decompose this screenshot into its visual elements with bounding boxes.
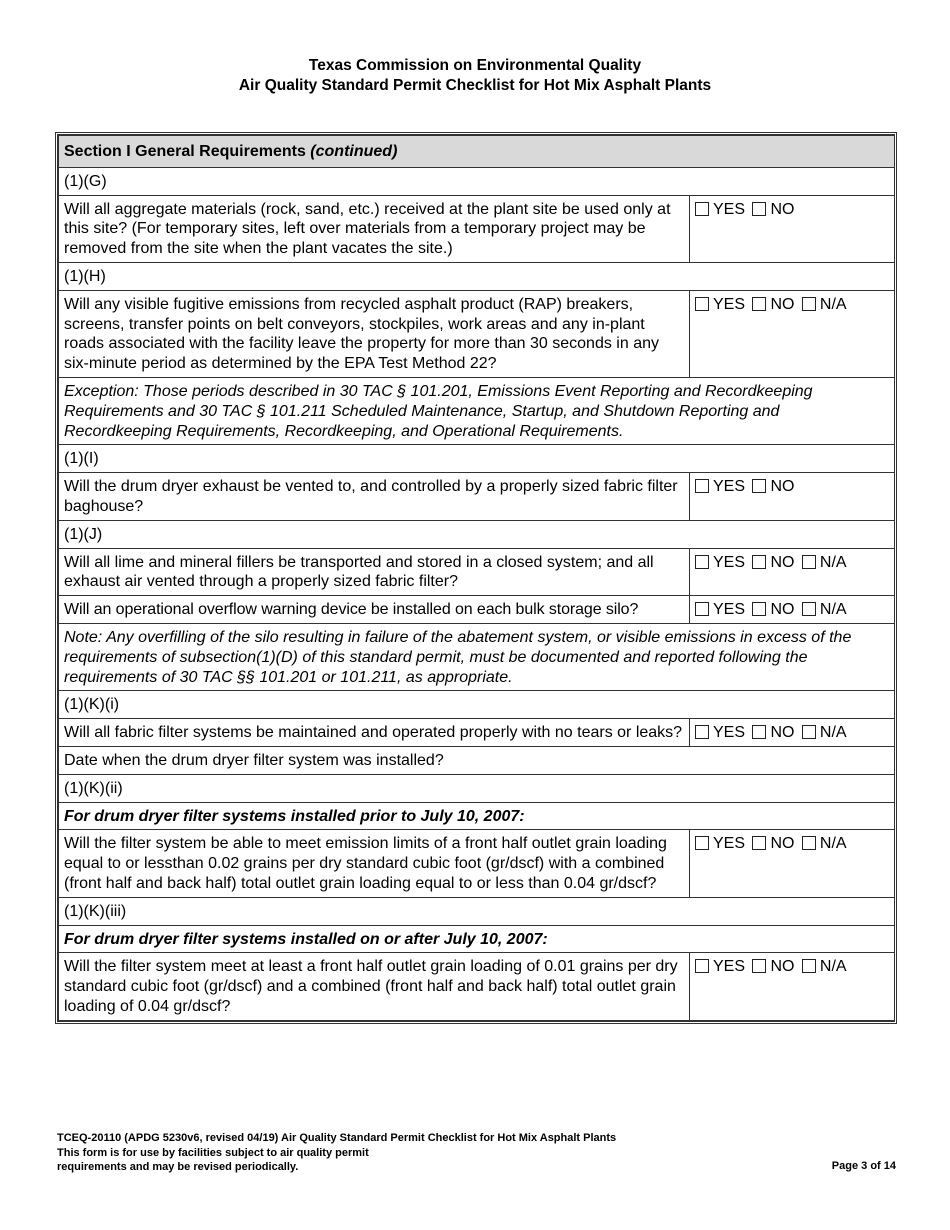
question-row xyxy=(59,290,895,377)
form-title: Air Quality Standard Permit Checklist for Hot Mix Asphalt Plants xyxy=(238,77,712,94)
checkbox-icon xyxy=(802,959,816,973)
checkbox-icon xyxy=(802,725,816,739)
question-row xyxy=(59,195,895,262)
heading-1kiii: For drum dryer filter systems installed on or after July 10, 2007: xyxy=(59,925,895,953)
checkbox-icon xyxy=(695,836,709,850)
question-1j-fillers: Will all lime and mineral fillers be transported and stored in a closed system; and all exhaust air vented through a properly sized fabric filter? xyxy=(59,548,690,596)
checkbox-icon xyxy=(752,297,766,311)
answer-cell-1kii xyxy=(690,830,895,897)
heading-1kii: For drum dryer filter systems installed prior to July 10, 2007: xyxy=(59,802,895,830)
question-1kiii: Will the filter system meet at least a front half outlet grain loading of 0.01 grains per dry standard cubic foot (gr/dscf) and a combined (front half and back half) total outlet grain loading of 0.04 gr/dscf? xyxy=(59,953,690,1020)
subsection-row xyxy=(59,897,895,925)
checkbox-icon xyxy=(752,202,766,216)
checkbox-icon xyxy=(695,725,709,739)
question-row xyxy=(59,548,895,596)
question-1ki: Will all fabric filter systems be maintained and operated properly with no tears or leaks? xyxy=(59,719,690,747)
question-row xyxy=(59,473,895,521)
answer-cell-1kiii xyxy=(690,953,895,1020)
subsection-row xyxy=(59,445,895,473)
no-checkbox-1i[interactable]: NO xyxy=(752,478,794,495)
yes-checkbox-1kii[interactable]: YES xyxy=(695,835,745,852)
checkbox-icon xyxy=(752,479,766,493)
yes-checkbox-1h[interactable]: YES xyxy=(695,296,745,313)
subsection-row xyxy=(59,691,895,719)
answer-cell-1h xyxy=(690,290,895,377)
section-title-suffix: (continued) xyxy=(310,143,398,160)
na-checkbox-1ki[interactable]: N/A xyxy=(802,724,847,741)
subsection-label-1ki: (1)(K)(i) xyxy=(59,691,895,719)
subsection-row xyxy=(59,774,895,802)
question-1kii: Will the filter system be able to meet emission limits of a front half outlet grain loading equal to or lessthan 0.02 grains per dry standard cubic foot (gr/dscf) with a combined (front half and back half) total outlet grain loading equal to or less than 0.04 gr/dscf? xyxy=(59,830,690,897)
checkbox-icon xyxy=(752,602,766,616)
no-checkbox-1g[interactable]: NO xyxy=(752,201,794,218)
install-date-field[interactable]: Date when the drum dryer filter system was installed? xyxy=(59,746,895,774)
checkbox-icon xyxy=(752,725,766,739)
checkbox-icon xyxy=(802,555,816,569)
na-checkbox-1h[interactable]: N/A xyxy=(802,296,847,313)
question-1h: Will any visible fugitive emissions from recycled asphalt product (RAP) breakers, screens, transfer points on belt conveyors, stockpiles, work areas and any in-plant roads associated with the facility leave the property for more than 30 seconds in any six-minute period as determined by the EPA Test Method 22? xyxy=(59,290,690,377)
question-1j-overflow: Will an operational overflow warning device be installed on each bulk storage silo? xyxy=(59,596,690,624)
page-number: Page 3 of 14 xyxy=(831,1160,896,1172)
question-row xyxy=(59,746,895,774)
checkbox-icon xyxy=(695,202,709,216)
answer-cell-1ki xyxy=(690,719,895,747)
subsection-row xyxy=(59,520,895,548)
form-id-line: TCEQ-20110 (APDG 5230v6, revised 04/19) Air Quality Standard Permit Checklist for Hot Mix Asphalt Plants xyxy=(57,1132,617,1144)
yes-checkbox-1ki[interactable]: YES xyxy=(695,724,745,741)
yes-checkbox-1kiii[interactable]: YES xyxy=(695,958,745,975)
answer-cell-1j-overflow xyxy=(690,596,895,624)
question-row xyxy=(59,719,895,747)
subsection-row xyxy=(59,262,895,290)
subsection-label-1i: (1)(I) xyxy=(59,445,895,473)
no-checkbox-1j-overflow[interactable]: NO xyxy=(752,601,794,618)
subsection-row xyxy=(59,167,895,195)
subsection-label-1kii: (1)(K)(ii) xyxy=(59,774,895,802)
subsection-label-1j: (1)(J) xyxy=(59,520,895,548)
no-checkbox-1ki[interactable]: NO xyxy=(752,724,794,741)
heading-row xyxy=(59,802,895,830)
section-header-row xyxy=(59,136,895,168)
checkbox-icon xyxy=(752,959,766,973)
no-checkbox-1kii[interactable]: NO xyxy=(752,835,794,852)
question-1g: Will all aggregate materials (rock, sand, etc.) received at the plant site be used only at this site? (For temporary sites, left over materials from a temporary project may be removed from the site when the plant vacates the site.) xyxy=(59,195,690,262)
checkbox-icon xyxy=(802,836,816,850)
checklist-table xyxy=(58,135,895,1021)
footer-usage-line: This form is for use by facilities subject to air quality permit xyxy=(57,1146,369,1159)
yes-checkbox-1j-overflow[interactable]: YES xyxy=(695,601,745,618)
subsection-label-1g: (1)(G) xyxy=(59,167,895,195)
section-title: Section I General Requirements (continued) xyxy=(59,136,895,168)
footer-revision-line: requirements and may be revised periodically. xyxy=(57,1161,299,1173)
no-checkbox-1j-fillers[interactable]: NO xyxy=(752,554,794,571)
checkbox-icon xyxy=(802,297,816,311)
subsection-label-1kiii: (1)(K)(iii) xyxy=(59,897,895,925)
checkbox-icon xyxy=(752,555,766,569)
checkbox-icon xyxy=(695,297,709,311)
yes-checkbox-1g[interactable]: YES xyxy=(695,201,745,218)
no-checkbox-1h[interactable]: NO xyxy=(752,296,794,313)
question-row xyxy=(59,953,895,1020)
checkbox-icon xyxy=(695,479,709,493)
document-header xyxy=(0,56,950,96)
note-row xyxy=(59,377,895,444)
checkbox-icon xyxy=(752,836,766,850)
na-checkbox-1j-overflow[interactable]: N/A xyxy=(802,601,847,618)
yes-checkbox-1j-fillers[interactable]: YES xyxy=(695,554,745,571)
overfill-note-1j: Note: Any overfilling of the silo resulting in failure of the abatement system, or visible emissions in excess of the requirements of subsection(1)(D) of this standard permit, must be documented and reported following the requirements of 30 TAC §§ 101.201 or 101.211, as appropriate. xyxy=(59,623,895,690)
document-footer xyxy=(57,1131,616,1175)
exception-note-1h: Exception: Those periods described in 30 TAC § 101.201, Emissions Event Reporting and Recordkeeping Requirements and 30 TAC § 101.211 Scheduled Maintenance, Startup, and Shutdown Reporting and Recordkeeping Requirements, Recordkeeping, and Operational Requirements. xyxy=(59,377,895,444)
question-1i: Will the drum dryer exhaust be vented to, and controlled by a properly sized fabric filter baghouse? xyxy=(59,473,690,521)
no-checkbox-1kiii[interactable]: NO xyxy=(752,958,794,975)
checkbox-icon xyxy=(802,602,816,616)
na-checkbox-1kii[interactable]: N/A xyxy=(802,835,847,852)
na-checkbox-1j-fillers[interactable]: N/A xyxy=(802,554,847,571)
checkbox-icon xyxy=(695,555,709,569)
answer-cell-1i xyxy=(690,473,895,521)
answer-cell-1g xyxy=(690,195,895,262)
checklist-form xyxy=(55,132,897,1024)
answer-cell-1j-fillers xyxy=(690,548,895,596)
subsection-label-1h: (1)(H) xyxy=(59,262,895,290)
agency-name: Texas Commission on Environmental Quality xyxy=(308,57,642,74)
checkbox-icon xyxy=(695,602,709,616)
na-checkbox-1kiii[interactable]: N/A xyxy=(802,958,847,975)
question-row xyxy=(59,596,895,624)
checkbox-icon xyxy=(695,959,709,973)
note-row xyxy=(59,623,895,690)
heading-row xyxy=(59,925,895,953)
yes-checkbox-1i[interactable]: YES xyxy=(695,478,745,495)
question-row xyxy=(59,830,895,897)
